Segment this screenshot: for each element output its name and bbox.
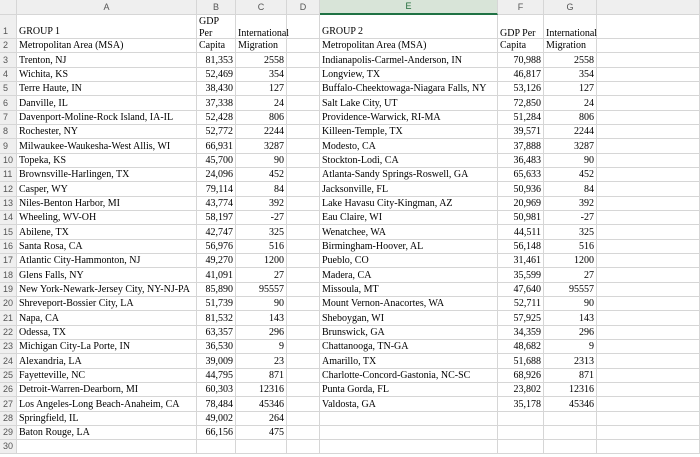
column-header-d[interactable]: D: [287, 0, 320, 15]
msa-cell[interactable]: Casper, WY: [17, 182, 197, 196]
empty-cell[interactable]: [287, 211, 320, 225]
gdp-cell-2[interactable]: 68,926: [498, 369, 544, 383]
migration-cell[interactable]: 392: [236, 197, 287, 211]
gdp-cell-2[interactable]: 51,284: [498, 111, 544, 125]
gdp-cell-2[interactable]: 50,936: [498, 182, 544, 196]
row-number[interactable]: 23: [0, 340, 17, 354]
migration-cell[interactable]: 325: [236, 225, 287, 239]
gdp-cell[interactable]: 51,739: [197, 297, 236, 311]
empty-cell[interactable]: [597, 111, 700, 125]
msa-cell[interactable]: Brownsville-Harlingen, TX: [17, 168, 197, 182]
empty-cell[interactable]: [287, 311, 320, 325]
migration-cell[interactable]: 354: [236, 68, 287, 82]
migration-cell-2[interactable]: 90: [544, 154, 597, 168]
empty-cell[interactable]: [597, 268, 700, 282]
migration-cell[interactable]: 95557: [236, 283, 287, 297]
msa-header-cell[interactable]: Metropolitan Area (MSA): [17, 39, 197, 53]
empty-cell[interactable]: [597, 354, 700, 368]
row-number[interactable]: 27: [0, 397, 17, 411]
gdp-cell[interactable]: 52,428: [197, 111, 236, 125]
migration-cell-2[interactable]: -27: [544, 211, 597, 225]
column-header-a[interactable]: A: [17, 0, 197, 15]
migration-cell[interactable]: 27: [236, 268, 287, 282]
empty-cell[interactable]: [287, 240, 320, 254]
msa-cell[interactable]: Wichita, KS: [17, 68, 197, 82]
msa-cell-2[interactable]: Providence-Warwick, RI-MA: [320, 111, 498, 125]
migration-cell-2[interactable]: 516: [544, 240, 597, 254]
msa-cell-2[interactable]: Brunswick, GA: [320, 326, 498, 340]
empty-cell[interactable]: [597, 68, 700, 82]
msa-cell[interactable]: Napa, CA: [17, 311, 197, 325]
msa-cell[interactable]: Springfield, IL: [17, 412, 197, 426]
gdp-cell[interactable]: 52,772: [197, 125, 236, 139]
empty-cell[interactable]: [287, 53, 320, 67]
gdp-header-cell-2[interactable]: GDP Per Capita: [498, 39, 544, 53]
cell[interactable]: [287, 15, 320, 39]
gdp-cell[interactable]: [197, 440, 236, 454]
empty-cell[interactable]: [287, 397, 320, 411]
empty-cell[interactable]: [287, 82, 320, 96]
migration-cell[interactable]: 9: [236, 340, 287, 354]
row-number[interactable]: 22: [0, 326, 17, 340]
gdp-cell[interactable]: 60,303: [197, 383, 236, 397]
empty-cell[interactable]: [287, 125, 320, 139]
empty-cell[interactable]: [597, 326, 700, 340]
gdp-cell-2[interactable]: 23,802: [498, 383, 544, 397]
row-number[interactable]: 19: [0, 283, 17, 297]
msa-cell-2[interactable]: Salt Lake City, UT: [320, 96, 498, 110]
gdp-cell[interactable]: 58,197: [197, 211, 236, 225]
msa-header-cell-2[interactable]: Metropolitan Area (MSA): [320, 39, 498, 53]
empty-cell[interactable]: [597, 369, 700, 383]
msa-cell[interactable]: Fayetteville, NC: [17, 369, 197, 383]
migration-cell-2[interactable]: 90: [544, 297, 597, 311]
empty-cell[interactable]: [597, 96, 700, 110]
gdp-cell[interactable]: 39,009: [197, 354, 236, 368]
migration-cell[interactable]: 90: [236, 154, 287, 168]
gdp-cell[interactable]: 49,270: [197, 254, 236, 268]
migration-cell-2[interactable]: 84: [544, 182, 597, 196]
msa-cell-2[interactable]: Sheboygan, WI: [320, 311, 498, 325]
row-number[interactable]: 3: [0, 53, 17, 67]
gdp-cell[interactable]: 81,532: [197, 311, 236, 325]
empty-cell[interactable]: [597, 182, 700, 196]
migration-cell-2[interactable]: 143: [544, 311, 597, 325]
row-number[interactable]: 13: [0, 197, 17, 211]
msa-cell[interactable]: Glens Falls, NY: [17, 268, 197, 282]
msa-cell[interactable]: Alexandria, LA: [17, 354, 197, 368]
msa-cell[interactable]: Davenport-Moline-Rock Island, IA-IL: [17, 111, 197, 125]
msa-cell[interactable]: Michigan City-La Porte, IN: [17, 340, 197, 354]
empty-cell[interactable]: [597, 211, 700, 225]
empty-cell[interactable]: [287, 297, 320, 311]
column-header-c[interactable]: C: [236, 0, 287, 15]
msa-cell-2[interactable]: Buffalo-Cheektowaga-Niagara Falls, NY: [320, 82, 498, 96]
empty-cell[interactable]: [287, 182, 320, 196]
migration-cell-2[interactable]: 354: [544, 68, 597, 82]
gdp-cell-2[interactable]: 57,925: [498, 311, 544, 325]
gdp-cell-2[interactable]: 56,148: [498, 240, 544, 254]
gdp-cell[interactable]: 56,976: [197, 240, 236, 254]
gdp-cell-2[interactable]: 31,461: [498, 254, 544, 268]
migration-cell-2[interactable]: 392: [544, 197, 597, 211]
migration-cell-2[interactable]: 45346: [544, 397, 597, 411]
migration-cell-2[interactable]: 95557: [544, 283, 597, 297]
gdp-cell-2[interactable]: 70,988: [498, 53, 544, 67]
row-number[interactable]: 24: [0, 354, 17, 368]
gdp-cell-2[interactable]: [498, 426, 544, 440]
msa-cell-2[interactable]: [320, 426, 498, 440]
msa-cell-2[interactable]: Mount Vernon-Anacortes, WA: [320, 297, 498, 311]
row-number[interactable]: 12: [0, 182, 17, 196]
gdp-cell-2[interactable]: 48,682: [498, 340, 544, 354]
migration-cell-2[interactable]: 3287: [544, 139, 597, 153]
msa-cell[interactable]: Trenton, NJ: [17, 53, 197, 67]
migration-cell-2[interactable]: 452: [544, 168, 597, 182]
column-header-b[interactable]: B: [197, 0, 236, 15]
row-number[interactable]: 11: [0, 168, 17, 182]
msa-cell-2[interactable]: [320, 440, 498, 454]
empty-cell[interactable]: [287, 354, 320, 368]
row-number[interactable]: 8: [0, 125, 17, 139]
gdp-cell[interactable]: 79,114: [197, 182, 236, 196]
msa-cell-2[interactable]: Birmingham-Hoover, AL: [320, 240, 498, 254]
gdp-cell-2[interactable]: 34,359: [498, 326, 544, 340]
empty-cell[interactable]: [287, 96, 320, 110]
cell[interactable]: [597, 39, 700, 53]
msa-cell-2[interactable]: Stockton-Lodi, CA: [320, 154, 498, 168]
migration-cell-2[interactable]: 2313: [544, 354, 597, 368]
migration-cell[interactable]: 296: [236, 326, 287, 340]
gdp-cell-2[interactable]: 65,633: [498, 168, 544, 182]
empty-cell[interactable]: [597, 225, 700, 239]
gdp-cell[interactable]: 41,091: [197, 268, 236, 282]
msa-cell[interactable]: Rochester, NY: [17, 125, 197, 139]
migration-cell[interactable]: -27: [236, 211, 287, 225]
empty-cell[interactable]: [597, 168, 700, 182]
msa-cell[interactable]: [17, 440, 197, 454]
migration-cell[interactable]: 23: [236, 354, 287, 368]
gdp-cell[interactable]: 45,700: [197, 154, 236, 168]
gdp-cell-2[interactable]: 36,483: [498, 154, 544, 168]
migration-cell[interactable]: 127: [236, 82, 287, 96]
msa-cell-2[interactable]: Jacksonville, FL: [320, 182, 498, 196]
row-number[interactable]: 28: [0, 412, 17, 426]
migration-cell[interactable]: 871: [236, 369, 287, 383]
row-number[interactable]: 14: [0, 211, 17, 225]
msa-cell-2[interactable]: Eau Claire, WI: [320, 211, 498, 225]
msa-cell[interactable]: Baton Rouge, LA: [17, 426, 197, 440]
empty-cell[interactable]: [597, 139, 700, 153]
empty-cell[interactable]: [287, 254, 320, 268]
msa-cell[interactable]: Topeka, KS: [17, 154, 197, 168]
row-number[interactable]: 29: [0, 426, 17, 440]
migration-cell[interactable]: 3287: [236, 139, 287, 153]
empty-cell[interactable]: [287, 440, 320, 454]
migration-cell-2[interactable]: [544, 412, 597, 426]
gdp-cell-2[interactable]: 51,688: [498, 354, 544, 368]
msa-cell[interactable]: Atlantic City-Hammonton, NJ: [17, 254, 197, 268]
group1-title-cell[interactable]: GROUP 1: [17, 15, 197, 39]
empty-cell[interactable]: [597, 412, 700, 426]
migration-cell-2[interactable]: 127: [544, 82, 597, 96]
gdp-cell-2[interactable]: 72,850: [498, 96, 544, 110]
empty-cell[interactable]: [287, 412, 320, 426]
migration-cell-2[interactable]: 12316: [544, 383, 597, 397]
empty-cell[interactable]: [287, 383, 320, 397]
row-number[interactable]: 16: [0, 240, 17, 254]
msa-cell-2[interactable]: Valdosta, GA: [320, 397, 498, 411]
msa-cell-2[interactable]: Missoula, MT: [320, 283, 498, 297]
gdp-cell[interactable]: 66,931: [197, 139, 236, 153]
msa-cell-2[interactable]: Charlotte-Concord-Gastonia, NC-SC: [320, 369, 498, 383]
migration-cell[interactable]: 84: [236, 182, 287, 196]
row-number[interactable]: 5: [0, 82, 17, 96]
migration-header-cell[interactable]: International Migration: [238, 28, 290, 52]
msa-cell-2[interactable]: Amarillo, TX: [320, 354, 498, 368]
gdp-cell[interactable]: 44,795: [197, 369, 236, 383]
migration-cell[interactable]: 90: [236, 297, 287, 311]
empty-cell[interactable]: [597, 340, 700, 354]
gdp-cell-2[interactable]: 50,981: [498, 211, 544, 225]
migration-cell[interactable]: 264: [236, 412, 287, 426]
empty-cell[interactable]: [597, 311, 700, 325]
migration-cell-2[interactable]: 24: [544, 96, 597, 110]
msa-cell[interactable]: Danville, IL: [17, 96, 197, 110]
migration-cell[interactable]: 2558: [236, 53, 287, 67]
migration-header-cell-2[interactable]: International Migration: [546, 28, 598, 52]
column-header-f[interactable]: F: [498, 0, 544, 15]
empty-cell[interactable]: [287, 426, 320, 440]
empty-cell[interactable]: [287, 111, 320, 125]
gdp-cell-2[interactable]: 47,640: [498, 283, 544, 297]
migration-cell[interactable]: 24: [236, 96, 287, 110]
empty-cell[interactable]: [287, 139, 320, 153]
column-header-e[interactable]: E: [320, 0, 498, 15]
gdp-cell-2[interactable]: 46,817: [498, 68, 544, 82]
msa-cell[interactable]: Odessa, TX: [17, 326, 197, 340]
row-number[interactable]: 21: [0, 311, 17, 325]
row-number[interactable]: 30: [0, 440, 17, 454]
gdp-cell[interactable]: 42,747: [197, 225, 236, 239]
msa-cell-2[interactable]: Madera, CA: [320, 268, 498, 282]
gdp-cell[interactable]: 38,430: [197, 82, 236, 96]
migration-cell[interactable]: 806: [236, 111, 287, 125]
gdp-cell[interactable]: 43,774: [197, 197, 236, 211]
select-all-corner[interactable]: [0, 0, 17, 15]
cell[interactable]: [287, 39, 320, 53]
migration-cell[interactable]: 45346: [236, 397, 287, 411]
column-header-g[interactable]: G: [544, 0, 597, 15]
migration-cell-2[interactable]: 806: [544, 111, 597, 125]
row-number[interactable]: 15: [0, 225, 17, 239]
row-number[interactable]: 26: [0, 383, 17, 397]
msa-cell[interactable]: New York-Newark-Jersey City, NY-NJ-PA: [17, 283, 197, 297]
gdp-cell[interactable]: 63,357: [197, 326, 236, 340]
gdp-cell[interactable]: 85,890: [197, 283, 236, 297]
empty-cell[interactable]: [597, 125, 700, 139]
empty-cell[interactable]: [287, 369, 320, 383]
gdp-header-cell[interactable]: GDP Per Capita: [197, 39, 236, 53]
empty-cell[interactable]: [597, 426, 700, 440]
gdp-cell-2[interactable]: 52,711: [498, 297, 544, 311]
migration-cell-2[interactable]: 296: [544, 326, 597, 340]
migration-cell-2[interactable]: 1200: [544, 254, 597, 268]
gdp-cell-2[interactable]: 35,178: [498, 397, 544, 411]
msa-cell-2[interactable]: Lake Havasu City-Kingman, AZ: [320, 197, 498, 211]
empty-cell[interactable]: [597, 297, 700, 311]
migration-cell-2[interactable]: 9: [544, 340, 597, 354]
empty-cell[interactable]: [597, 283, 700, 297]
msa-cell-2[interactable]: Atlanta-Sandy Springs-Roswell, GA: [320, 168, 498, 182]
migration-cell[interactable]: 2244: [236, 125, 287, 139]
migration-cell[interactable]: 143: [236, 311, 287, 325]
empty-cell[interactable]: [597, 154, 700, 168]
msa-cell[interactable]: Santa Rosa, CA: [17, 240, 197, 254]
row-number[interactable]: 7: [0, 111, 17, 125]
msa-cell[interactable]: Niles-Benton Harbor, MI: [17, 197, 197, 211]
msa-cell-2[interactable]: Pueblo, CO: [320, 254, 498, 268]
migration-cell-2[interactable]: 871: [544, 369, 597, 383]
cell[interactable]: [597, 15, 700, 39]
msa-cell[interactable]: Detroit-Warren-Dearborn, MI: [17, 383, 197, 397]
empty-cell[interactable]: [287, 268, 320, 282]
migration-cell[interactable]: 475: [236, 426, 287, 440]
gdp-cell[interactable]: 37,338: [197, 96, 236, 110]
empty-cell[interactable]: [287, 340, 320, 354]
row-number[interactable]: 17: [0, 254, 17, 268]
gdp-cell-2[interactable]: [498, 440, 544, 454]
gdp-cell-2[interactable]: 53,126: [498, 82, 544, 96]
row-number[interactable]: 6: [0, 96, 17, 110]
row-number[interactable]: 10: [0, 154, 17, 168]
msa-cell[interactable]: Wheeling, WV-OH: [17, 211, 197, 225]
migration-cell-2[interactable]: 2558: [544, 53, 597, 67]
migration-cell[interactable]: 452: [236, 168, 287, 182]
msa-cell-2[interactable]: [320, 412, 498, 426]
empty-cell[interactable]: [597, 240, 700, 254]
empty-cell[interactable]: [597, 383, 700, 397]
migration-cell[interactable]: [236, 440, 287, 454]
row-number[interactable]: 25: [0, 369, 17, 383]
empty-cell[interactable]: [597, 82, 700, 96]
empty-cell[interactable]: [287, 283, 320, 297]
gdp-cell-2[interactable]: 37,888: [498, 139, 544, 153]
migration-cell-2[interactable]: [544, 426, 597, 440]
migration-cell-2[interactable]: 27: [544, 268, 597, 282]
migration-cell[interactable]: 1200: [236, 254, 287, 268]
empty-cell[interactable]: [287, 326, 320, 340]
gdp-cell-2[interactable]: 35,599: [498, 268, 544, 282]
migration-cell-2[interactable]: 325: [544, 225, 597, 239]
row-number[interactable]: 18: [0, 268, 17, 282]
row-number[interactable]: 9: [0, 139, 17, 153]
gdp-cell-2[interactable]: [498, 412, 544, 426]
migration-cell[interactable]: 12316: [236, 383, 287, 397]
gdp-cell[interactable]: 66,156: [197, 426, 236, 440]
gdp-cell[interactable]: 24,096: [197, 168, 236, 182]
msa-cell-2[interactable]: Longview, TX: [320, 68, 498, 82]
gdp-cell[interactable]: 36,530: [197, 340, 236, 354]
msa-cell[interactable]: Abilene, TX: [17, 225, 197, 239]
msa-cell[interactable]: Milwaukee-Waukesha-West Allis, WI: [17, 139, 197, 153]
row-number[interactable]: 1: [0, 15, 17, 39]
msa-cell[interactable]: Shreveport-Bossier City, LA: [17, 297, 197, 311]
row-number[interactable]: 20: [0, 297, 17, 311]
msa-cell-2[interactable]: Modesto, CA: [320, 139, 498, 153]
migration-cell-2[interactable]: 2244: [544, 125, 597, 139]
msa-cell-2[interactable]: Wenatchee, WA: [320, 225, 498, 239]
empty-cell[interactable]: [287, 168, 320, 182]
gdp-cell-2[interactable]: 20,969: [498, 197, 544, 211]
gdp-cell[interactable]: 52,469: [197, 68, 236, 82]
msa-cell-2[interactable]: Killeen-Temple, TX: [320, 125, 498, 139]
msa-cell-2[interactable]: Indianapolis-Carmel-Anderson, IN: [320, 53, 498, 67]
msa-cell[interactable]: Terre Haute, IN: [17, 82, 197, 96]
empty-cell[interactable]: [287, 225, 320, 239]
msa-cell-2[interactable]: Punta Gorda, FL: [320, 383, 498, 397]
group2-title-cell[interactable]: GROUP 2: [320, 15, 498, 39]
msa-cell[interactable]: Los Angeles-Long Beach-Anaheim, CA: [17, 397, 197, 411]
empty-cell[interactable]: [597, 53, 700, 67]
empty-cell[interactable]: [597, 397, 700, 411]
empty-cell[interactable]: [597, 254, 700, 268]
migration-cell-2[interactable]: [544, 440, 597, 454]
empty-cell[interactable]: [597, 197, 700, 211]
gdp-cell[interactable]: 78,484: [197, 397, 236, 411]
gdp-cell[interactable]: 49,002: [197, 412, 236, 426]
row-number[interactable]: 4: [0, 68, 17, 82]
empty-cell[interactable]: [597, 440, 700, 454]
msa-cell-2[interactable]: Chattanooga, TN-GA: [320, 340, 498, 354]
empty-cell[interactable]: [287, 154, 320, 168]
gdp-cell-2[interactable]: 44,511: [498, 225, 544, 239]
empty-cell[interactable]: [287, 68, 320, 82]
row-number[interactable]: 2: [0, 39, 17, 53]
empty-cell[interactable]: [287, 197, 320, 211]
column-header-h[interactable]: [597, 0, 700, 15]
gdp-cell-2[interactable]: 39,571: [498, 125, 544, 139]
migration-cell[interactable]: 516: [236, 240, 287, 254]
gdp-cell[interactable]: 81,353: [197, 53, 236, 67]
